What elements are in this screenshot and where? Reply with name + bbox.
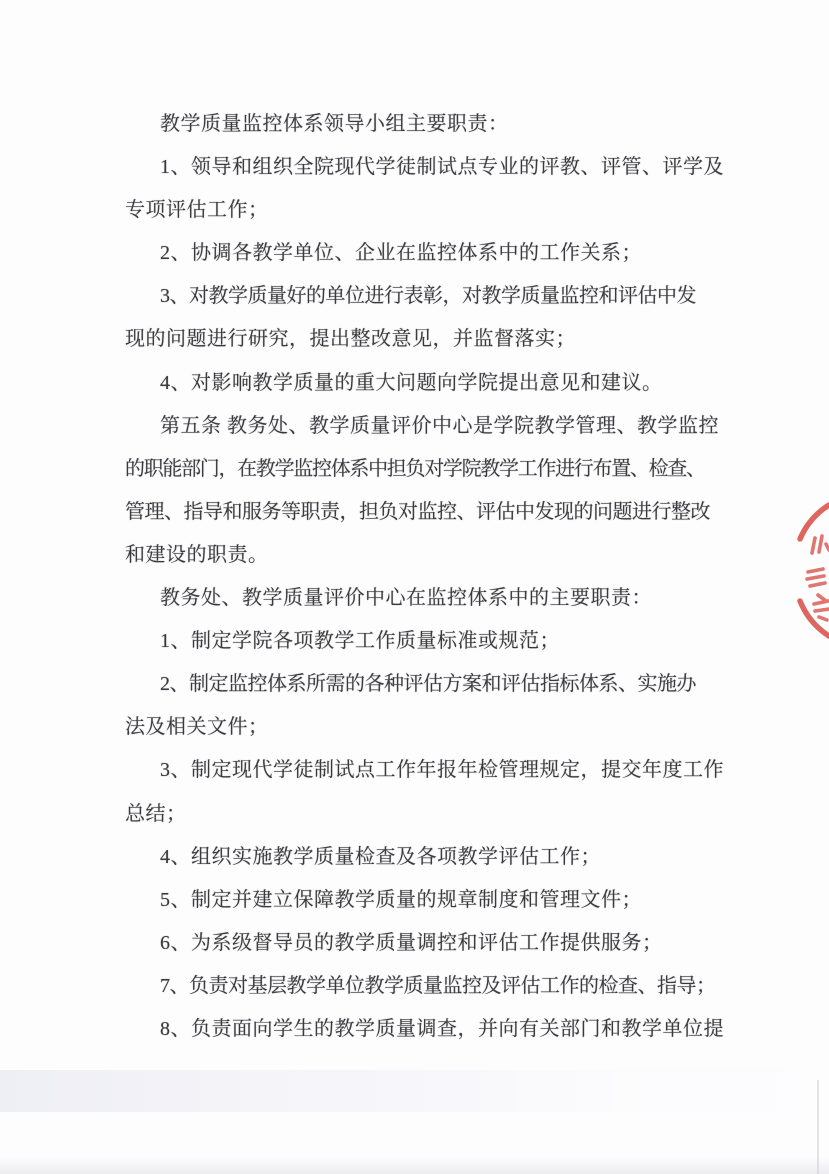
text-line: 4、对影响教学质量的重大问题向学院提出意见和建议。 xyxy=(160,371,663,394)
text-line: 5、制定并建立保障教学质量的规章制度和管理文件； xyxy=(160,888,642,911)
text-line: 法及相关文件； xyxy=(125,716,269,739)
text-line: 1、领导和组织全院现代学徒制试点专业的评教、评管、评学及 xyxy=(160,156,724,179)
text-line: 的职能部门，在教学监控体系中担负对学院教学工作进行布置、检查、 xyxy=(125,457,705,480)
seal-glyph-fragment xyxy=(807,569,825,586)
text-line: 管理、指导和服务等职责，担负对监控、评估中发现的问题进行整改 xyxy=(125,500,710,523)
document-text-block xyxy=(125,103,724,1051)
text-line: 2、制定监控体系所需的各种评估方案和评估指标体系、实施办 xyxy=(160,673,696,696)
text-line: 3、制定现代学徒制试点工作年报年检管理规定，提交年度工作 xyxy=(160,759,724,782)
seal-ring-arc-top xyxy=(800,505,829,539)
text-line: 2、协调各教学单位、企业在监控体系中的工作关系； xyxy=(160,242,642,265)
text-line: 教学质量监控体系领导小组主要职责： xyxy=(160,113,509,135)
text-line: 现的问题进行研究，提出整改意见，并监督落实； xyxy=(125,328,576,351)
text-line: 8、负责面向学生的教学质量调查，并向有关部门和教学单位提 xyxy=(160,1017,724,1040)
text-line: 4、组织实施教学质量检查及各项教学评估工作； xyxy=(160,845,601,868)
text-line: 教务处、教学质量评价中心在监控体系中的主要职责： xyxy=(160,587,652,610)
text-line: 专项评估工作； xyxy=(125,199,269,222)
seal-glyph-fragment xyxy=(812,536,829,553)
text-line: 1、制定学院各项教学工作质量标准或规范； xyxy=(160,630,560,653)
scan-shading-band xyxy=(0,1070,829,1112)
text-line: 3、对教学质量好的单位进行表彰，对教学质量监控和评估中发 xyxy=(160,285,696,308)
text-line: 7、负责对基层教学单位教学质量监控及评估工作的检查、指导； xyxy=(160,974,716,997)
text-line: 第五条 教务处、教学质量评价中心是学院教学管理、教学监控 xyxy=(160,414,719,437)
text-line: 6、为系级督导员的教学质量调控和评估工作提供服务； xyxy=(160,931,663,954)
text-line: 总结； xyxy=(125,802,187,825)
scan-page-edge-line xyxy=(817,1080,819,1174)
seal-glyph-fragment xyxy=(814,595,829,620)
text-line: 和建设的职责。 xyxy=(125,543,269,566)
red-seal-stamp xyxy=(769,480,829,660)
scan-bottom-shadow xyxy=(0,1158,829,1174)
